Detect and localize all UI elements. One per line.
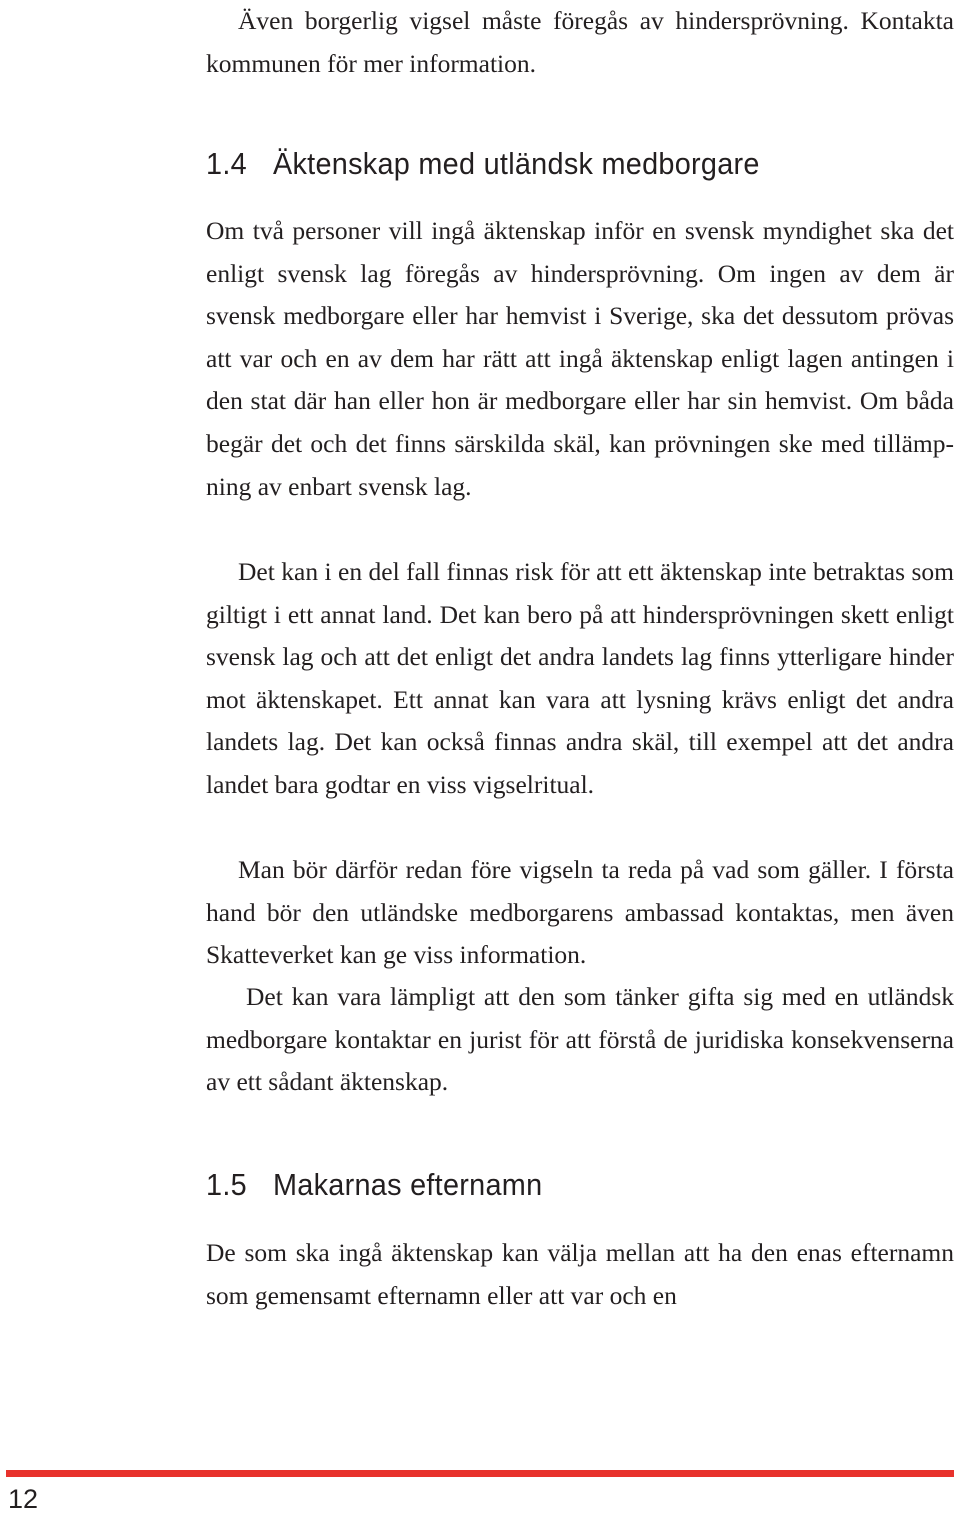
section-number-1-5: 1.5 bbox=[206, 1167, 247, 1202]
section-1-5-paragraph-1: De som ska ingå äktenskap kan välja mellan att ha den enas efternamn som gemensamt efternamn eller att var och en bbox=[206, 1238, 954, 1310]
section-number-1-4: 1.4 bbox=[206, 146, 247, 181]
section-title-1-5: Makarnas efternamn bbox=[272, 1167, 543, 1202]
section-title-1-4: Äktenskap med utländsk medborgare bbox=[272, 146, 760, 181]
section-heading-1-5 bbox=[206, 1165, 542, 1205]
section-1-4-paragraph-3: Man bör därför redan före vigseln ta reda på vad som gäller. I första hand bör den utländske medborgarens ambassad kontaktas, men även Skatteverket kan ge viss information. bbox=[206, 855, 954, 970]
intro-paragraph: Även borgerlig vigsel måste föregås av hindersprövning. Kontakta kommunen för mer information. bbox=[206, 6, 954, 78]
page-number: 12 bbox=[8, 1484, 39, 1514]
footer-rule bbox=[6, 1470, 954, 1477]
section-heading-1-4 bbox=[206, 144, 760, 184]
section-1-4-paragraph-4: Det kan vara lämpligt att den som tänker gifta sig med en utländsk medborgare kontaktar en jurist för att förstå de juridiska konsekvenserna av ett sådant äktenskap. bbox=[206, 982, 954, 1097]
section-1-4-paragraph-2: Det kan i en del fall finnas risk för att ett äktenskap inte betraktas som giltigt i ett annat land. Det kan bero på att hindersprövningen skett enligt svensk lag och att det enligt det andra landets lag finns ytterligare hinder mot äktenskapet. Ett annat kan vara att lysning krävs enligt det andra landets lag. Det kan också finnas andra skäl, till exempel att det andra landet bara godtar en viss vigselritual. bbox=[206, 557, 954, 799]
section-1-4-paragraph-1: Om två personer vill ingå äktenskap inför en svensk myndighet ska det enligt svensk lag föregås av hindersprövning. Om ingen av dem är svensk medborgare eller har hemvist i Sverige, ska det dessutom prövas att var och en av dem har rätt att ingå äktenskap enligt lagen antingen i den stat där han eller hon är medborgare eller har sin hemvist. Om båda begär det och det finns särskilda skäl, kan prövningen ske med tillämpning av enbart svensk lag. bbox=[206, 216, 954, 501]
